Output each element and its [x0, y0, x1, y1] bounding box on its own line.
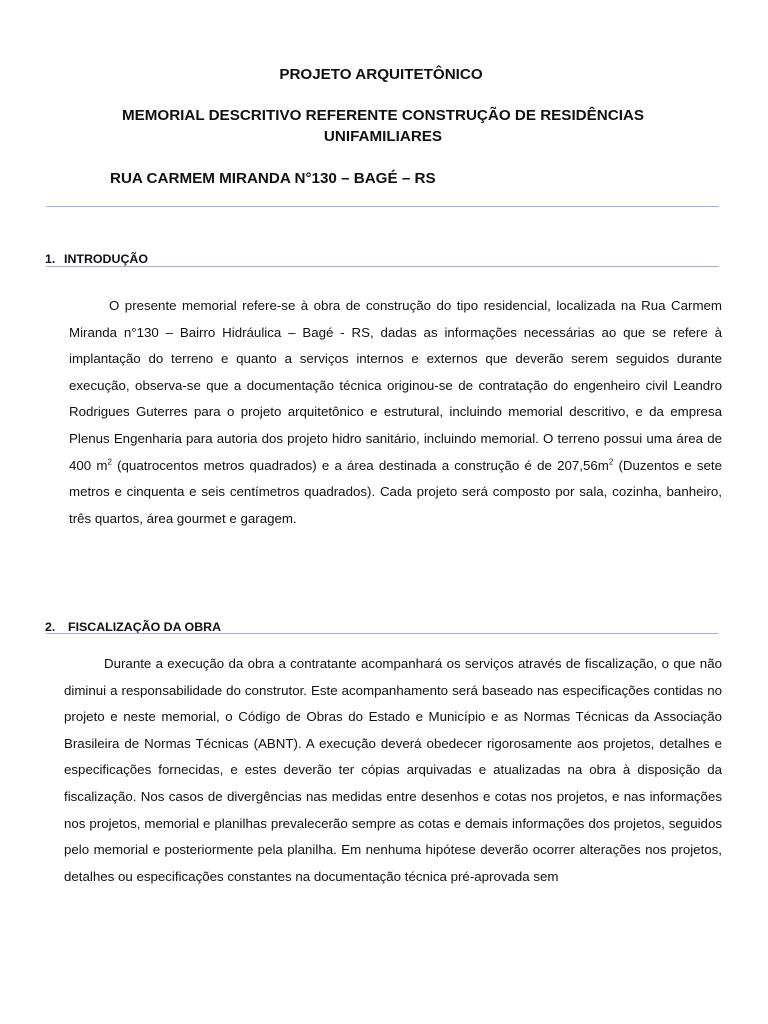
project-address: RUA CARMEM MIRANDA N°130 – BAGÉ – RS: [110, 170, 436, 187]
superscript: 2: [608, 457, 614, 467]
header-divider: [46, 206, 719, 207]
section-heading-introducao: [45, 252, 148, 266]
document-title: PROJETO ARQUITETÔNICO: [279, 66, 483, 83]
introducao-paragraph: [69, 293, 722, 532]
paragraph-text: (quatrocentos metros quadrados) e a área destinada a construção é de 207,56m: [111, 457, 609, 473]
paragraph-text: O presente memorial refere-se à obra de construção do tipo residencial, localizada na Rua Carmem Miranda n°130 – Bairro Hidráulica – Bagé - RS, dadas as informações necessárias ao que se refere à implantação do terreno e quanto a serviços internos e externos que deverão serem seguidos durante execução, observa-se que a documentação técnica originou-se de contratação do engenheiro civil Leandro Rodrigues Guterres para o projeto arquitetônico e estrutural, incluindo memorial descritivo, e da empresa Plenus Engenharia para autoria dos projeto hidro sanitário, incluindo memorial. O terreno possui uma área de 400 m: [69, 298, 722, 473]
section-title: INTRODUÇÃO: [64, 252, 148, 266]
section-number: 1.: [45, 252, 56, 266]
section-divider: [46, 266, 719, 267]
section-title: FISCALIZAÇÃO DA OBRA: [68, 620, 222, 634]
paragraph-text: (Duzentos e sete metros e cinquenta e seis centímetros quadrados). Cada projeto será composto por sala, cozinha, banheiro, três quartos, área gourmet e garagem.: [69, 457, 722, 526]
document-subtitle-line-1: MEMORIAL DESCRITIVO REFERENTE CONSTRUÇÃO DE RESIDÊNCIAS: [121, 107, 645, 124]
fiscalizacao-paragraph: Durante a execução da obra a contratante acompanhará os serviços através de fiscalização, o que não diminui a responsabilidade do construtor. Este acompanhamento será baseado nas especificações contidas no projeto e neste memorial, o Código de Obras do Estado e Município e as Normas Técnicas da Associação Brasileira de Normas Técnicas (ABNT). A execução deverá obedecer rigorosamente aos projetos, detalhes e especificações fornecidas, e estes deverão ter cópias arquivadas e atualizadas na obra à disposição da fiscalização. Nos casos de divergências nas medidas entre desenhos e cotas nos projetos, e nas informações nos projetos, memorial e planilhas prevalecerão sempre as cotas e demais informações dos projetos, seguidos pelo memorial e posteriormente pela planilha. Em nenhuma hipótese deverão ocorrer alterações nos projetos, detalhes ou especificações constantes na documentação técnica pré-aprovada sem: [64, 656, 722, 884]
document-subtitle-line-2: UNIFAMILIARES: [323, 128, 443, 145]
section-divider: [46, 633, 718, 634]
section-heading-fiscalizacao: [45, 620, 221, 634]
section-number: 2.: [45, 620, 56, 634]
superscript: 2: [107, 457, 112, 467]
